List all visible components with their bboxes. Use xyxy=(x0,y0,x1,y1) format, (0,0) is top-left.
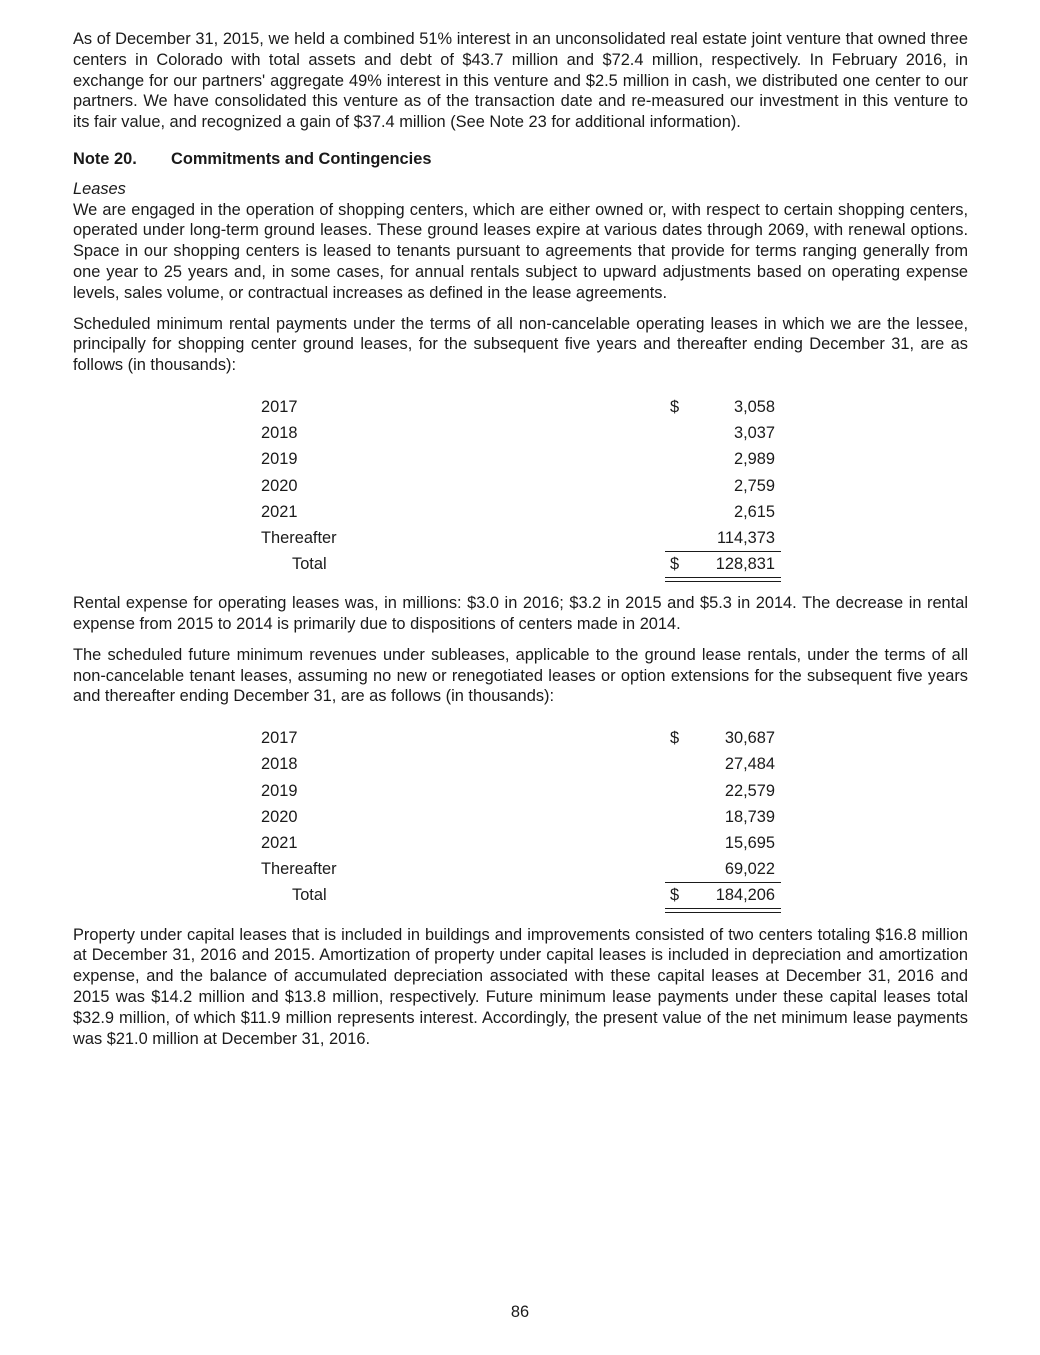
row-label: 2020 xyxy=(261,476,298,495)
row-value: 3,058 xyxy=(733,397,775,416)
row-value: 15,695 xyxy=(724,834,775,852)
row-label: 2017 xyxy=(261,729,298,748)
row-label: 2021 xyxy=(261,834,298,852)
row-value: 114,373 xyxy=(716,528,775,547)
sublease-revenues-table xyxy=(261,727,781,910)
scheduled-payments-paragraph: Scheduled minimum rental payments under the terms of all non-cancelable operating leases in which we are the lessee, principally for shopping center ground leases, for the subsequent five years and thereafter ending December 31, are as follows (in thousands): xyxy=(73,314,968,375)
table-row xyxy=(261,422,781,448)
table-row xyxy=(261,396,781,422)
table-total-row xyxy=(261,884,781,910)
row-value: 2,615 xyxy=(733,502,775,521)
row-label: 2018 xyxy=(261,755,298,774)
row-value: 22,579 xyxy=(724,781,775,800)
table-row xyxy=(261,727,781,753)
dollar-sign: $ xyxy=(670,555,680,574)
table-row xyxy=(261,858,781,884)
intro-paragraph: As of December 31, 2015, we held a combined 51% interest in an unconsolidated real estate joint venture that owned three centers in Colorado with total assets and debt of $43.7 million and $72.4 million, respectively. In February 2016, in exchange for our partners' aggregate 49% interest in this venture and $2.5 million in cash, we distributed one center to our partners. We have consolidated this venture as of the transaction date and re-measured our investment in this venture to its fair value, and recognized a gain of $37.4 million (See Note 23 for additional information). xyxy=(73,30,968,132)
note-title: Commitments and Contingencies xyxy=(171,149,432,168)
row-value: 27,484 xyxy=(724,755,775,774)
capital-leases-paragraph: Property under capital leases that is included in buildings and improvements consisted of two centers totaling $16.8 million at December 31, 2016 and 2015. Amortization of property under capital leases is included in depreciation and amortization expense, and the balance of accumulated depreciation associated with these capital leases at December 31, 2016 and 2015 was $14.2 million and $13.8 million, respectively. Future minimum lease payments under these capital leases total $32.9 million, of which $11.9 million represents interest. Accordingly, the present value of the net minimum lease payments was $21.0 million at December 31, 2016. xyxy=(73,925,968,1048)
table-row xyxy=(261,780,781,806)
total-value: 184,206 xyxy=(715,886,775,905)
dollar-sign: $ xyxy=(670,886,680,905)
table-row xyxy=(261,448,781,474)
note-number: Note 20. xyxy=(73,149,137,168)
row-value: 2,989 xyxy=(733,450,775,469)
subtotal-rule xyxy=(665,551,781,552)
row-label: 2019 xyxy=(261,781,298,800)
row-label: 2019 xyxy=(261,450,298,469)
row-label: 2021 xyxy=(261,502,298,521)
leases-heading: Leases xyxy=(73,179,126,198)
table-row xyxy=(261,475,781,501)
table-row xyxy=(261,501,781,527)
total-label: Total xyxy=(292,555,327,574)
total-label: Total xyxy=(292,886,327,905)
row-value: 18,739 xyxy=(724,807,775,826)
table-row xyxy=(261,527,781,553)
subleases-paragraph: The scheduled future minimum revenues under subleases, applicable to the ground lease rentals, under the terms of all non-cancelable tenant leases, assuming no new or renegotiated leases or option extensions for the subsequent five years and thereafter ending December 31, are as follows (in thousands): xyxy=(73,645,968,706)
total-double-rule xyxy=(665,908,781,913)
note-heading xyxy=(73,149,968,170)
leases-paragraph: We are engaged in the operation of shopping centers, which are either owned or, with respect to certain shopping centers, operated under long-term ground leases. These ground leases expire at various dates through 2069, with renewal options. Space in our shopping centers is leased to tenants pursuant to agreements that provide for terms ranging generally from one year to 25 years and, in some cases, for annual rentals subject to upward adjustments based on operating expense levels, sales volume, or contractual increases as defined in the lease agreements. xyxy=(73,200,968,302)
total-value: 128,831 xyxy=(715,555,775,574)
page-number: 86 xyxy=(510,1303,530,1321)
dollar-sign: $ xyxy=(670,397,680,416)
row-value: 2,759 xyxy=(733,476,775,495)
row-value: 3,037 xyxy=(733,424,775,443)
subtotal-rule xyxy=(665,882,781,883)
row-label: 2018 xyxy=(261,424,298,443)
table-total-row xyxy=(261,553,781,579)
table-row xyxy=(261,753,781,779)
row-label: 2017 xyxy=(261,397,298,416)
row-label: Thereafter xyxy=(261,528,337,547)
row-value: 69,022 xyxy=(724,860,775,879)
document-page xyxy=(73,29,968,1049)
row-label: Thereafter xyxy=(261,860,337,879)
rental-payments-table xyxy=(261,396,781,579)
row-value: 30,687 xyxy=(724,729,775,748)
table-row xyxy=(261,832,781,858)
dollar-sign: $ xyxy=(670,729,680,748)
rental-expense-paragraph: Rental expense for operating leases was, in millions: $3.0 in 2016; $3.2 in 2015 and $5.3 in 2014. The decrease in rental expense from 2015 to 2014 is primarily due to dispositions of centers made in 2014. xyxy=(73,594,968,634)
table-row xyxy=(261,806,781,832)
row-label: 2020 xyxy=(261,807,298,826)
total-double-rule xyxy=(665,577,781,582)
